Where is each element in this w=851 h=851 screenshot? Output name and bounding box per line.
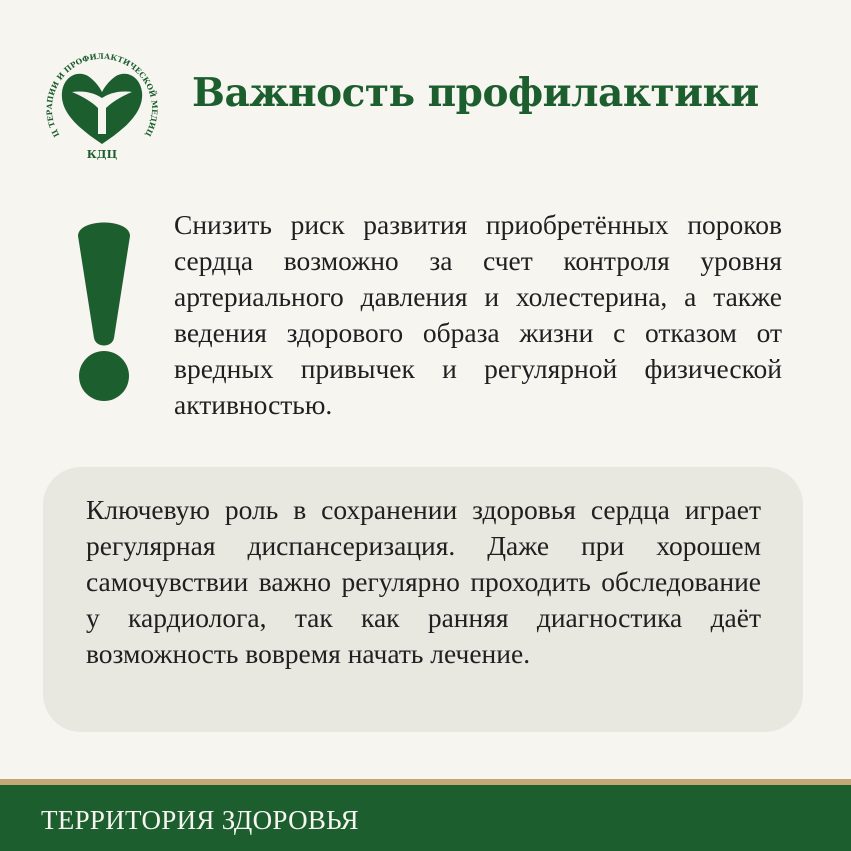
logo <box>42 46 162 166</box>
page-title: Важность профилактики <box>192 70 759 116</box>
logo-caption: КДЦ <box>86 148 118 161</box>
exclamation-icon <box>70 212 138 402</box>
intro-paragraph: Снизить риск развития приобретённых пороков сердца возможно за счет контроля уровня артериального давления и холестерина, а также ведения здорового образа жизни с отказом от вредных привычек и регулярной физической активностью. <box>174 209 782 420</box>
logo-ring-text: Ц ТЕРАПИИ И ПРОФИЛАКТИЧЕСКОЙ МЕДИЦ <box>44 51 160 139</box>
info-card-text: Ключевую роль в сохранении здоровья сердца играет регулярная диспансеризация. Даже при хорошем самочувствии важно регулярно проходить обследование у кардиолога, так как ранняя диагностика даёт возможность вовремя начать лечение. <box>86 494 761 669</box>
footer-label: ТЕРРИТОРИЯ ЗДОРОВЬЯ <box>41 805 359 835</box>
logo-emblem <box>42 46 162 166</box>
